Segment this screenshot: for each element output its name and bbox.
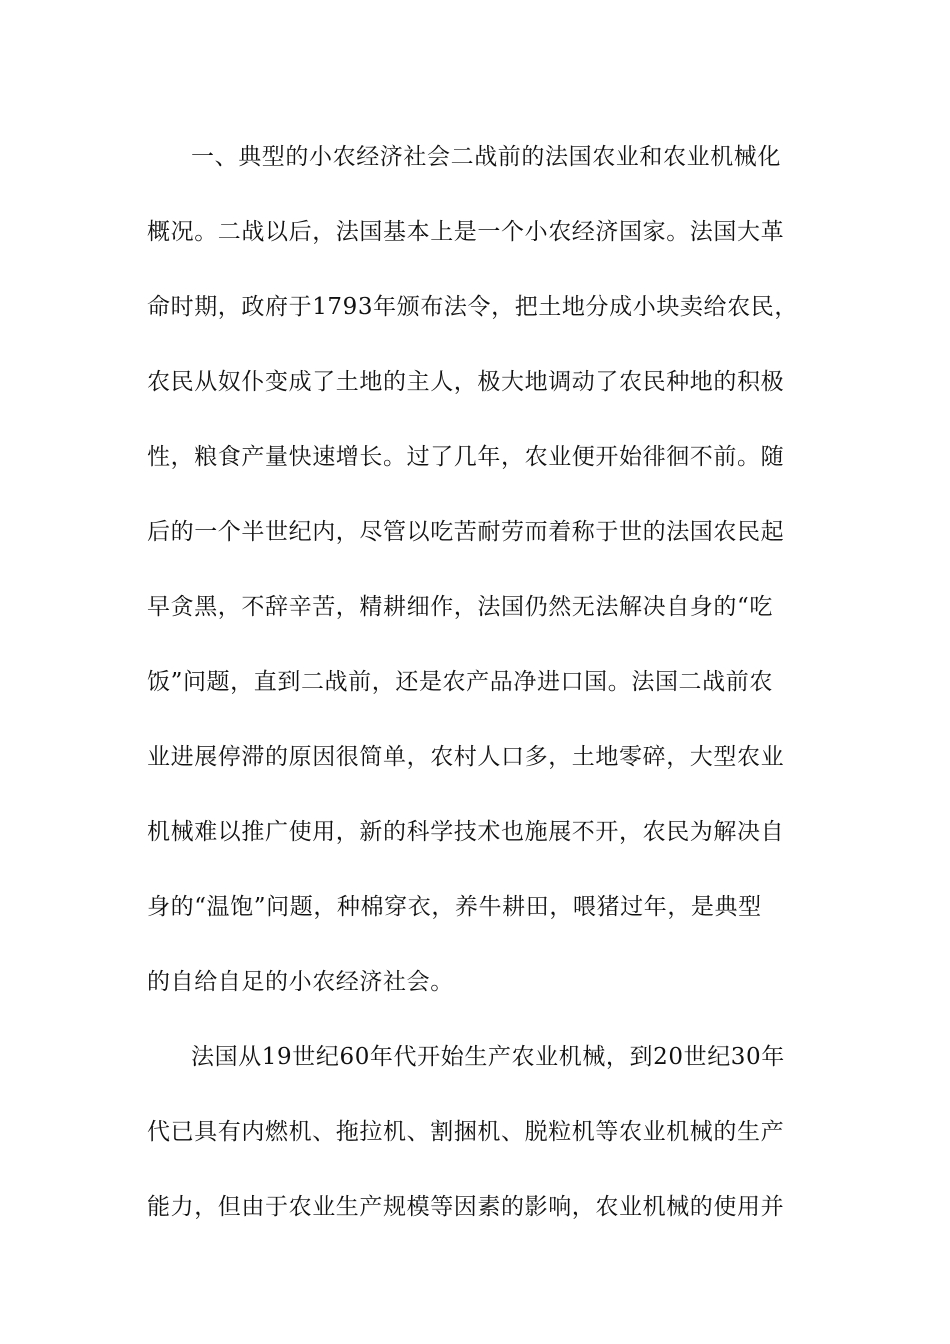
paragraph-1-line-8: 饭”问题，直到二战前，还是农产品净进口国。法国二战前农 — [147, 669, 773, 695]
paragraph-1-line-2: 概况。二战以后，法国基本上是一个小农经济国家。法国大革 — [147, 219, 785, 245]
paragraph-2-line-1: 法国从19世纪60年代开始生产农业机械，到20世纪30年 — [191, 1044, 785, 1070]
paragraph-1-line-6: 后的一个半世纪内，尽管以吃苦耐劳而着称于世的法国农民起 — [147, 519, 785, 545]
paragraph-2-line-3: 能力，但由于农业生产规模等因素的影响，农业机械的使用并 — [147, 1194, 785, 1220]
paragraph-1-line-9: 业进展停滞的原因很简单，农村人口多，土地零碎，大型农业 — [147, 744, 785, 770]
paragraph-2-line-2: 代已具有内燃机、拖拉机、割捆机、脱粒机等农业机械的生产 — [147, 1119, 785, 1145]
paragraph-1-line-3: 命时期，政府于1793年颁布法令，把土地分成小块卖给农民， — [147, 294, 798, 320]
paragraph-1-line-5: 性，粮食产量快速增长。过了几年，农业便开始徘徊不前。随 — [147, 444, 785, 470]
paragraph-1-line-11: 身的“温饱”问题，种棉穿衣，养牛耕田，喂猪过年，是典型 — [147, 894, 762, 920]
paragraph-1-line-12: 的自给自足的小农经济社会。 — [147, 969, 454, 995]
paragraph-1-line-1: 一、典型的小农经济社会二战前的法国农业和农业机械化 — [191, 144, 781, 170]
paragraph-1-line-7: 早贪黑，不辞辛苦，精耕细作，法国仍然无法解决自身的“吃 — [147, 594, 773, 620]
paragraph-1-line-10: 机械难以推广使用，新的科学技术也施展不开，农民为解决自 — [147, 819, 785, 845]
paragraph-1-line-4: 农民从奴仆变成了土地的主人，极大地调动了农民种地的积极 — [147, 369, 785, 395]
